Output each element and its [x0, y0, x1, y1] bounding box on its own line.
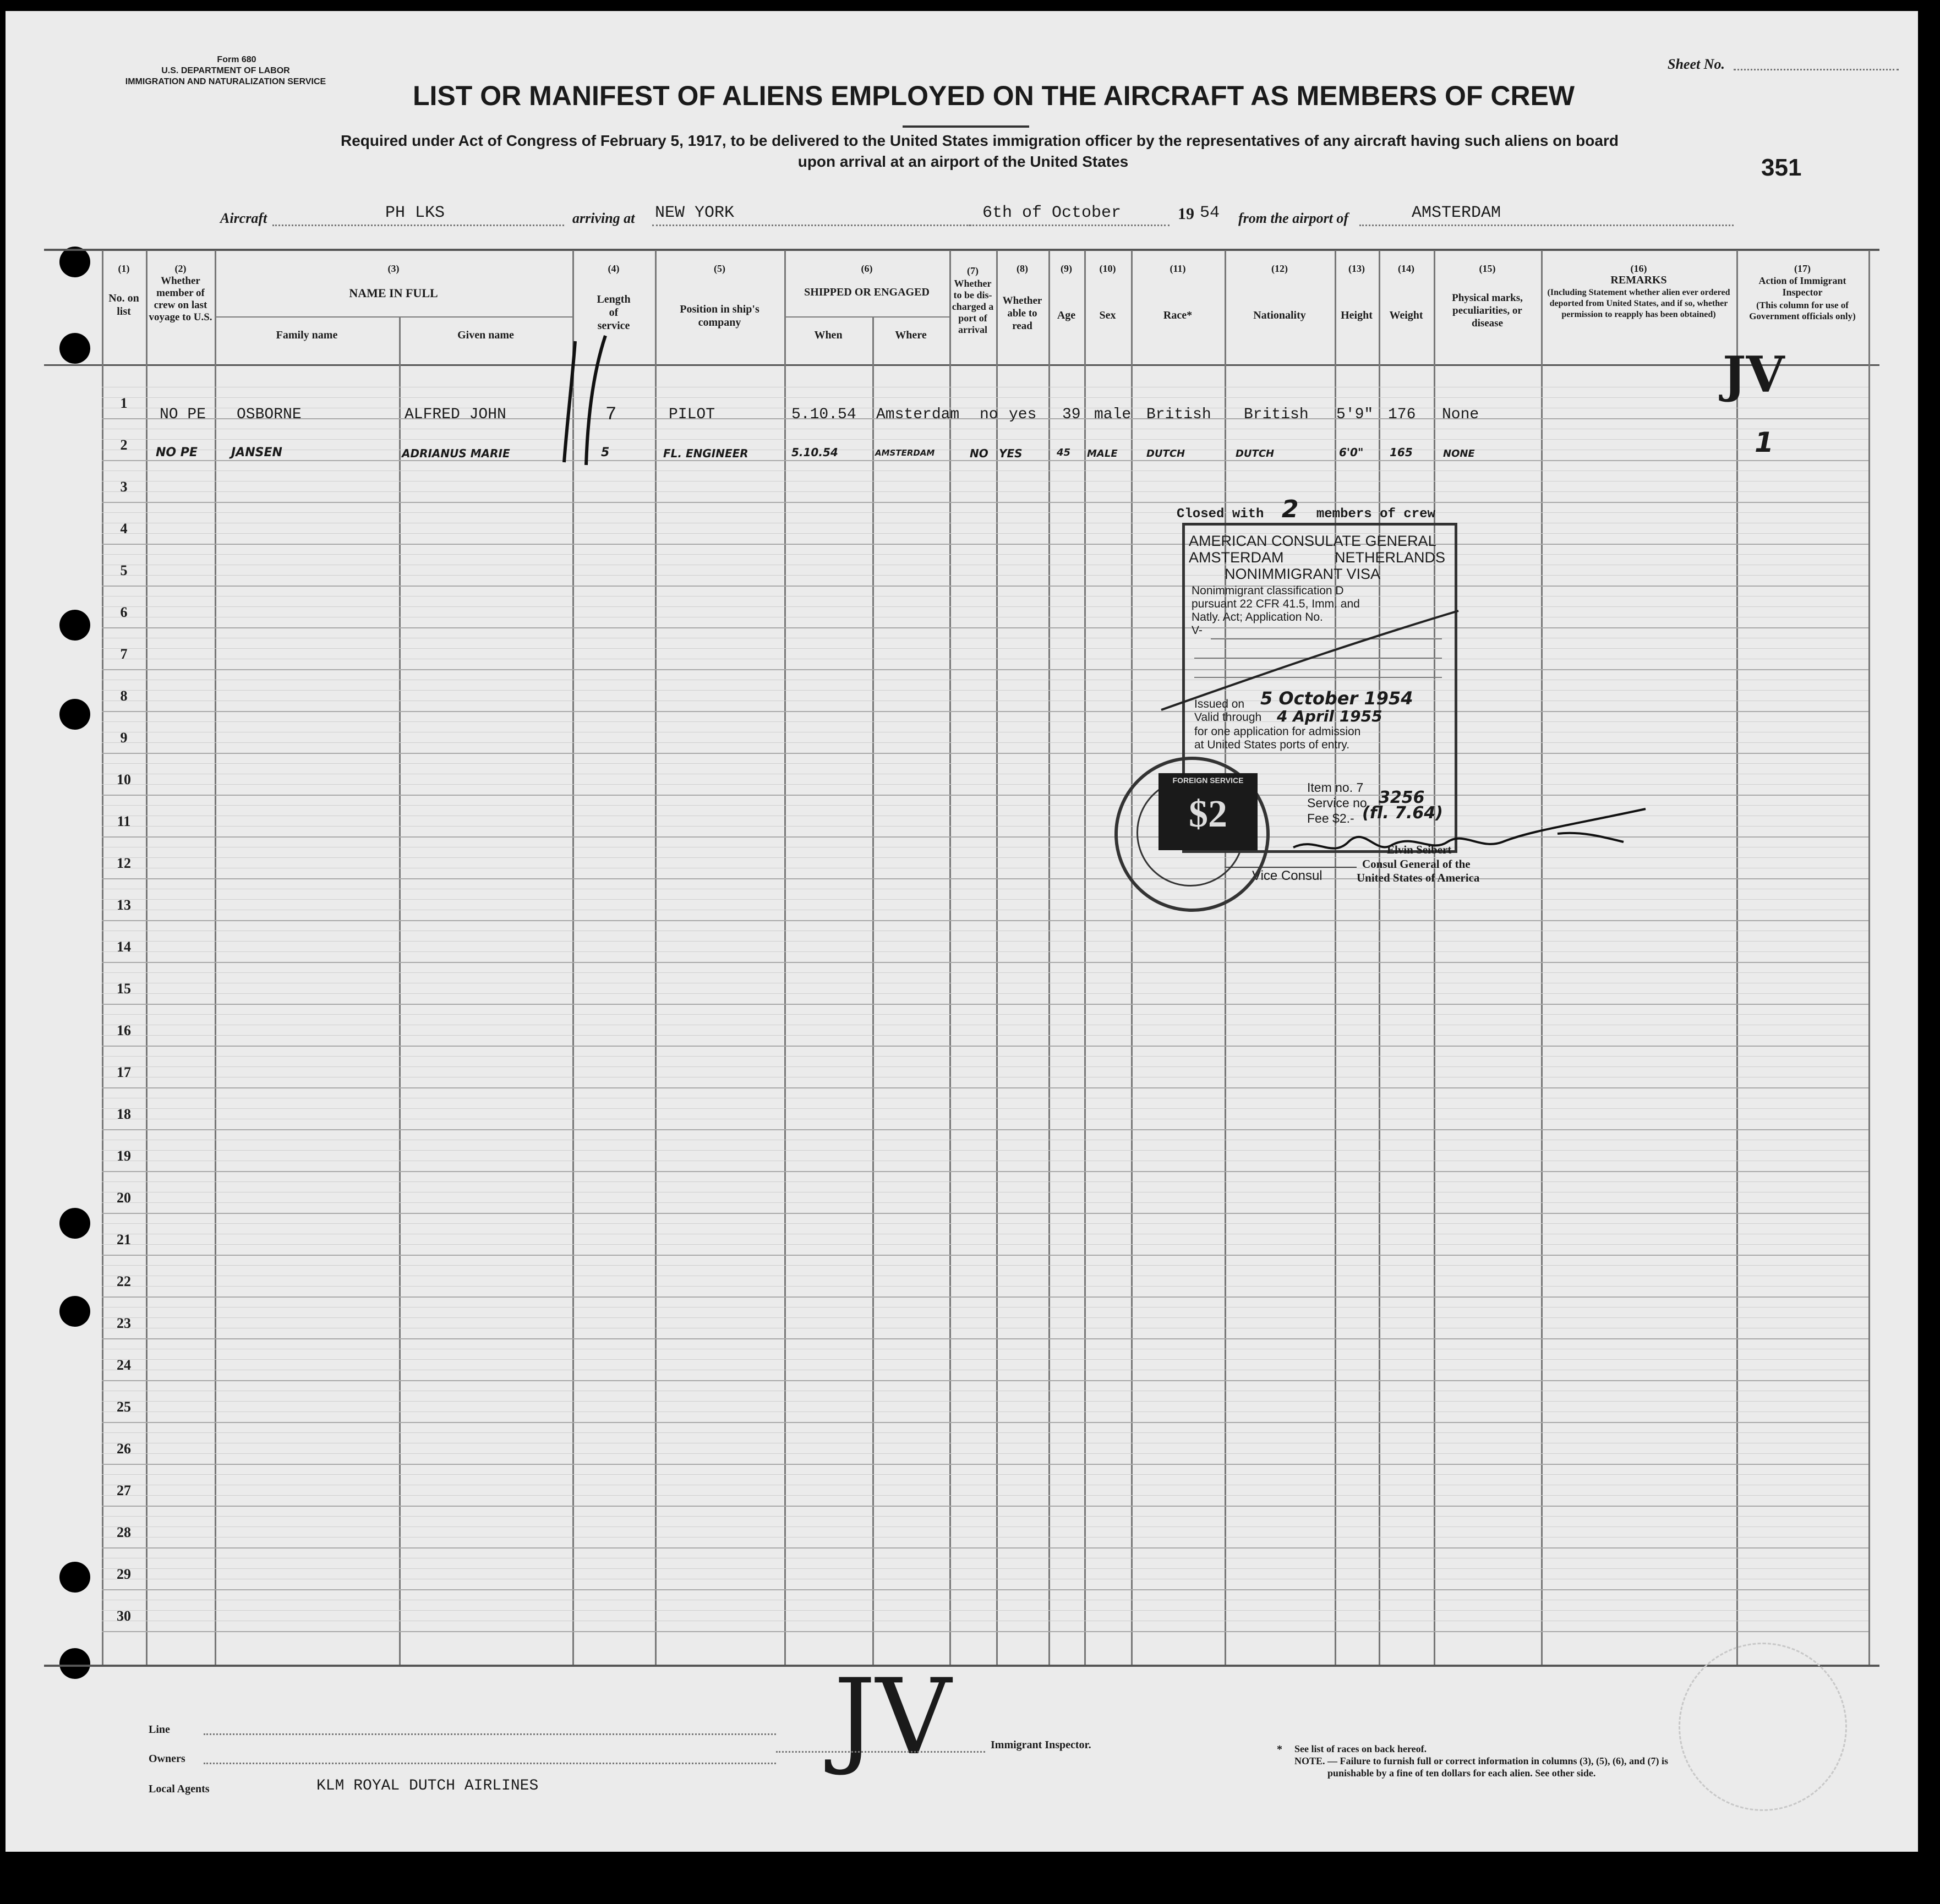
row-rule	[102, 502, 1868, 503]
row-number: 15	[117, 981, 131, 997]
row-rule	[102, 1631, 1868, 1632]
row-number: 16	[117, 1022, 131, 1038]
row-rule	[102, 1464, 1868, 1465]
row-rule-thin	[102, 1244, 1868, 1245]
column-divider	[1131, 250, 1133, 1665]
inspector-check-mark: JV	[1723, 346, 1785, 404]
row-1-family-name: OSBORNE	[237, 406, 302, 423]
row-number: 5	[120, 562, 128, 578]
punch-hole	[59, 1562, 90, 1593]
row-rule-thin	[102, 763, 1868, 764]
row-2-race: DUTCH	[1146, 448, 1185, 459]
title-rule	[903, 125, 1029, 128]
row-rule-thin	[102, 1150, 1868, 1151]
row-rule	[102, 1380, 1868, 1381]
row-rule-thin	[102, 1359, 1868, 1360]
col-7-label: Whether to be dis-charged a port of arrival	[952, 278, 994, 335]
row-number: 11	[117, 813, 131, 829]
inspector-field	[776, 1751, 985, 1753]
row-number: 25	[117, 1399, 131, 1415]
row-number: 3	[120, 479, 128, 495]
row-number: 14	[117, 939, 131, 955]
row-rule-thin	[102, 1401, 1868, 1402]
arriving-value: NEW YORK	[655, 204, 735, 222]
row-number: 26	[117, 1441, 131, 1457]
sheet-no-label: Sheet No.	[1668, 56, 1725, 72]
row-rule-thin	[102, 1495, 1868, 1496]
punch-hole	[59, 333, 90, 364]
row-rule	[102, 1129, 1868, 1130]
row-rule-thin	[102, 690, 1868, 691]
row-2-weight: 165	[1390, 446, 1413, 459]
manifest-title: LIST OR MANIFEST OF ALIENS EMPLOYED ON THE AIRCRAFT AS MEMBERS OF CREW	[413, 80, 1575, 111]
note-label: NOTE.	[1294, 1755, 1325, 1766]
visa-stamp-line1: AMERICAN CONSULATE GENERAL	[1189, 533, 1436, 549]
col-4-label: Length of service	[597, 293, 631, 332]
closed-count: 2	[1281, 495, 1299, 523]
row-rule	[102, 1338, 1868, 1339]
row-rule-thin	[102, 1108, 1868, 1109]
row-number: 22	[117, 1273, 131, 1289]
row-number: 6	[120, 604, 128, 620]
row-1-length: 7	[605, 404, 617, 425]
column-divider	[872, 318, 874, 1665]
row-number: 21	[117, 1232, 131, 1248]
row-rule	[102, 795, 1868, 796]
from-airport-value: AMSTERDAM	[1412, 204, 1501, 222]
column-divider	[1379, 250, 1380, 1665]
row-1-sex: male	[1094, 406, 1132, 423]
aircraft-value: PH LKS	[385, 204, 445, 222]
visa-fee-label: Fee $2.-	[1307, 811, 1354, 825]
punch-hole	[59, 699, 90, 730]
row-1-discharged: no	[980, 406, 998, 423]
row-2-given-name: ADRIANUS MARIE	[402, 447, 510, 460]
punch-hole	[59, 1648, 90, 1679]
row-rule-thin	[102, 1474, 1868, 1475]
from-airport-label: from the airport of	[1238, 210, 1349, 226]
col-17-num: (17)	[1794, 263, 1811, 274]
races-note: See list of races on back hereof.	[1294, 1743, 1427, 1754]
column-divider	[146, 250, 147, 1665]
column-divider	[1541, 250, 1543, 1665]
note-text-2: punishable by a fine of ten dollars for each alien. See other side.	[1327, 1768, 1596, 1779]
row-rule	[102, 878, 1868, 879]
col-6-label: SHIPPED OR ENGAGED	[804, 286, 930, 298]
column-divider	[655, 250, 657, 1665]
department-label: U.S. DEPARTMENT OF LABOR	[161, 66, 290, 75]
inspector-mark-row-2: 1	[1755, 426, 1774, 458]
row-rule-thin	[102, 1223, 1868, 1224]
col-9-label: Age	[1057, 309, 1076, 321]
consul-title-2: United States of America	[1357, 871, 1480, 884]
year-value: 54	[1200, 204, 1220, 222]
row-rule-thin	[102, 1568, 1868, 1569]
list-number: 351	[1761, 154, 1802, 181]
row-2-last-voyage: NO PE	[156, 446, 198, 459]
row-number: 8	[120, 688, 128, 704]
row-rule-thin	[102, 397, 1868, 398]
row-number: 4	[120, 521, 128, 537]
col-8-label: Whether able to read	[1002, 295, 1042, 332]
row-1-where: Amsterdam	[876, 406, 960, 423]
row-1-nationality: British	[1244, 406, 1309, 423]
col-6-num: (6)	[861, 263, 873, 274]
col-6b-label: Where	[895, 329, 927, 341]
col-17-note: (This column for use of Government officials only)	[1749, 300, 1856, 321]
visa-service-value: 3256	[1379, 788, 1425, 807]
column-divider	[1225, 250, 1226, 1665]
col-7-num: (7)	[967, 265, 979, 276]
row-rule-thin	[102, 1014, 1868, 1015]
col-3-label: NAME IN FULL	[349, 286, 438, 300]
row-rule-thin	[102, 1537, 1868, 1538]
row-rule	[102, 920, 1868, 921]
row-rule-thin	[102, 1411, 1868, 1412]
visa-issued-label: Issued on	[1194, 698, 1245, 710]
col-12-label: Nationality	[1253, 309, 1306, 321]
row-rule	[102, 962, 1868, 963]
row-1-last-voyage: NO PE	[160, 406, 206, 423]
row-1-read: yes	[1009, 406, 1037, 423]
row-number: 23	[117, 1315, 131, 1331]
owners-label: Owners	[149, 1753, 185, 1765]
closed-prefix: Closed with	[1177, 507, 1264, 522]
row-rule-thin	[102, 993, 1868, 994]
races-note-star: *	[1277, 1743, 1282, 1755]
header-bottom-border	[44, 364, 1879, 366]
visa-fee-value: (fl. 7.64)	[1362, 803, 1443, 823]
row-2-marks: NONE	[1443, 448, 1475, 459]
row-rule-thin	[102, 784, 1868, 785]
row-2-discharged: NO	[970, 447, 988, 460]
service-label: IMMIGRATION AND NATURALIZATION SERVICE	[125, 77, 326, 86]
row-2-read: YES	[999, 447, 1023, 460]
row-rule-thin	[102, 899, 1868, 900]
row-2-length: 5	[601, 446, 610, 459]
row-rule	[102, 544, 1868, 545]
row-rule	[102, 669, 1868, 670]
handwritten-stroke	[550, 330, 616, 473]
row-number: 2	[120, 437, 128, 453]
row-1-age: 39	[1062, 406, 1081, 423]
manifest-subtitle: Required under Act of Congress of February 5, 1917, to be delivered to the United States immigration officer by the representatives of any aircraft having such aliens on board	[341, 132, 1619, 149]
row-1-marks: None	[1442, 406, 1479, 423]
row-rule	[102, 1213, 1868, 1214]
consul-name: Elvin Seibert	[1387, 843, 1452, 856]
column-divider	[996, 250, 998, 1665]
row-1-weight: 176	[1388, 406, 1416, 423]
visa-stamp-line11: at United States ports of entry.	[1194, 738, 1350, 751]
col-15-num: (15)	[1479, 263, 1496, 274]
sheet-no-line	[1734, 69, 1899, 70]
row-number: 12	[117, 855, 131, 871]
col-3a-label: Family name	[276, 329, 338, 341]
date-line	[969, 225, 1170, 226]
local-agents-value: KLM ROYAL DUTCH AIRLINES	[316, 1777, 539, 1794]
bottom-inspector-initials: JV	[834, 1656, 952, 1778]
line-field	[204, 1733, 776, 1735]
row-rule-thin	[102, 596, 1868, 597]
shipped-subheader-rule	[784, 316, 949, 318]
row-rule	[102, 1046, 1868, 1047]
table-bottom-border	[44, 1665, 1879, 1667]
row-rule-thin	[102, 951, 1868, 952]
row-rule	[102, 586, 1868, 587]
row-rule	[102, 627, 1868, 628]
local-agents-label: Local Agents	[149, 1783, 210, 1795]
row-rule-thin	[102, 742, 1868, 743]
col-3-num: (3)	[387, 263, 400, 274]
col-13-num: (13)	[1348, 263, 1365, 274]
row-number: 18	[117, 1106, 131, 1122]
row-rule-thin	[102, 1265, 1868, 1266]
column-divider	[1736, 250, 1738, 1665]
row-number: 17	[117, 1064, 131, 1080]
col-13-label: Height	[1341, 309, 1373, 321]
col-16-note: (Including Statement whether alien ever ordered deported from United States, and if so, whether permission to reapply has been obtained)	[1547, 288, 1730, 319]
row-2-sex: MALE	[1087, 448, 1118, 459]
row-rule-thin	[102, 1035, 1868, 1036]
punch-hole	[59, 247, 90, 277]
row-rule	[102, 1004, 1868, 1005]
col-9-num: (9)	[1061, 263, 1072, 274]
row-2-when: 5.10.54	[791, 446, 838, 459]
row-1-given-name: ALFRED JOHN	[405, 406, 506, 423]
row-rule-thin	[102, 533, 1868, 534]
row-rule	[102, 711, 1868, 712]
row-number: 27	[117, 1482, 131, 1498]
col-4-num: (4)	[608, 263, 620, 274]
row-rule-thin	[102, 1202, 1868, 1203]
arriving-label: arriving at	[572, 210, 635, 226]
row-number: 29	[117, 1566, 131, 1582]
row-number: 19	[117, 1148, 131, 1164]
row-rule-thin	[102, 439, 1868, 440]
visa-stamp-line7: V-	[1192, 624, 1203, 637]
row-rule-thin	[102, 470, 1868, 471]
visa-stamp-line6: Natly. Act; Application No.	[1192, 611, 1323, 623]
punch-hole	[59, 1208, 90, 1239]
name-subheader-rule	[215, 316, 572, 318]
row-rule-thin	[102, 491, 1868, 492]
row-rule-thin	[102, 1056, 1868, 1057]
row-rule-thin	[102, 481, 1868, 482]
col-12-num: (12)	[1271, 263, 1288, 274]
row-rule	[102, 1296, 1868, 1298]
col-5-num: (5)	[714, 263, 725, 274]
row-rule-thin	[102, 1317, 1868, 1318]
col-5-label: Position in ship's company	[680, 303, 759, 329]
owners-field	[204, 1763, 776, 1764]
arriving-line	[652, 225, 971, 226]
row-2-where: AMSTERDAM	[875, 448, 935, 458]
column-divider	[784, 250, 786, 1665]
col-11-num: (11)	[1170, 263, 1186, 274]
column-divider	[1048, 250, 1050, 1665]
row-rule-thin	[102, 1066, 1868, 1067]
column-divider	[215, 250, 216, 1665]
row-rule	[102, 1087, 1868, 1088]
column-divider	[102, 250, 103, 1665]
row-rule-thin	[102, 972, 1868, 973]
row-1-race: British	[1146, 406, 1211, 423]
row-2-age: 45	[1057, 447, 1071, 458]
column-divider	[1335, 250, 1336, 1665]
row-2-position: FL. ENGINEER	[663, 447, 748, 460]
row-rule-thin	[102, 721, 1868, 722]
row-1-height: 5'9"	[1336, 406, 1374, 423]
column-divider	[1084, 250, 1086, 1665]
col-1-num: (1)	[118, 263, 130, 274]
note-text-1: — Failure to furnish full or correct information in columns (3), (5), (6), and (7) is	[1327, 1755, 1668, 1766]
punch-hole	[59, 610, 90, 641]
row-rule-thin	[102, 1432, 1868, 1433]
row-rule	[102, 1422, 1868, 1423]
aircraft-line	[272, 225, 564, 226]
col-10-num: (10)	[1099, 263, 1116, 274]
row-number: 24	[117, 1357, 131, 1373]
row-rule	[102, 1506, 1868, 1507]
row-rule	[102, 1255, 1868, 1256]
row-rule-thin	[102, 941, 1868, 942]
col-16-label: REMARKS	[1610, 274, 1667, 286]
visa-stamp-line2b: NETHERLANDS	[1335, 549, 1446, 566]
col-11-label: Race*	[1163, 309, 1193, 321]
form-number: Form 680	[217, 55, 256, 64]
row-rule	[102, 1171, 1868, 1172]
consul-title-1: Consul General of the	[1362, 857, 1471, 871]
row-number: 1	[120, 395, 128, 411]
row-2-nationality: DUTCH	[1236, 448, 1275, 459]
row-1-when: 5.10.54	[791, 406, 856, 423]
row-number: 7	[120, 646, 128, 662]
year-prefix: 19	[1178, 205, 1194, 223]
col-2-num: (2)	[174, 263, 187, 274]
row-rule-thin	[102, 1181, 1868, 1182]
col-14-label: Weight	[1389, 309, 1423, 321]
row-rule-thin	[102, 512, 1868, 513]
visa-valid-value: 4 April 1955	[1277, 707, 1382, 725]
col-2-label: Whether member of crew on last voyage to U.S.	[149, 275, 212, 323]
closed-suffix: members of crew	[1316, 507, 1435, 522]
row-rule-thin	[102, 648, 1868, 649]
row-rule	[102, 1547, 1868, 1549]
visa-stamp-line4: Nonimmigrant classification D	[1192, 584, 1344, 597]
column-divider	[949, 250, 951, 1665]
revenue-stamp-value: $2	[1189, 793, 1227, 835]
visa-issued-value: 5 October 1954	[1260, 688, 1413, 709]
row-number: 9	[120, 730, 128, 746]
table-top-border	[44, 249, 1879, 251]
col-1-label: No. on list	[108, 292, 139, 318]
immigrant-inspector-label: Immigrant Inspector.	[991, 1739, 1091, 1751]
line-label: Line	[149, 1724, 170, 1736]
row-2-height: 6'0"	[1339, 446, 1364, 459]
row-rule-thin	[102, 1516, 1868, 1517]
row-number: 28	[117, 1524, 131, 1540]
row-rule-thin	[102, 575, 1868, 576]
row-number: 30	[117, 1608, 131, 1624]
col-10-label: Sex	[1099, 309, 1116, 321]
visa-stamp-line5: pursuant 22 CFR 41.5, Imm. and	[1192, 598, 1360, 610]
row-rule-thin	[102, 554, 1868, 555]
col-8-num: (8)	[1017, 263, 1028, 274]
visa-valid-label: Valid through	[1194, 711, 1262, 724]
row-rule	[102, 1589, 1868, 1590]
row-rule-thin	[102, 1610, 1868, 1611]
row-1-position: PILOT	[669, 406, 715, 423]
col-16-num: (16)	[1630, 263, 1647, 274]
column-divider	[399, 318, 401, 1665]
column-divider	[1434, 250, 1435, 1665]
revenue-stamp-label: FOREIGN SERVICE	[1172, 776, 1244, 785]
col-17-label: Action of Immigrant Inspector	[1758, 275, 1846, 298]
col-15-label: Physical marks, peculiarities, or disease	[1452, 292, 1523, 329]
row-number: 10	[117, 772, 131, 787]
col-14-num: (14)	[1398, 263, 1414, 274]
vice-consul-label: Vice Consul	[1252, 868, 1323, 883]
visa-stamp-line3: NONIMMIGRANT VISA	[1225, 566, 1381, 582]
row-rule-thin	[102, 1453, 1868, 1454]
arrival-date: 6th of October	[982, 204, 1122, 222]
visa-stamp-line2a: AMSTERDAM	[1189, 549, 1284, 566]
aircraft-label: Aircraft	[220, 210, 267, 226]
row-rule	[102, 753, 1868, 754]
visa-stamp-line10: for one application for admission	[1194, 725, 1361, 738]
row-rule	[102, 460, 1868, 461]
column-divider	[1868, 250, 1870, 1665]
closed-with-text	[1177, 495, 1435, 523]
col-3b-label: Given name	[457, 329, 514, 341]
from-airport-line	[1359, 225, 1734, 226]
row-number: 13	[117, 897, 131, 913]
row-number: 20	[117, 1190, 131, 1206]
visa-item-no: Item no. 7	[1307, 780, 1364, 795]
row-2-family-name: JANSEN	[231, 446, 282, 459]
visa-service-label: Service no.	[1307, 796, 1371, 810]
col-6a-label: When	[814, 329, 843, 341]
punch-hole	[59, 1296, 90, 1327]
row-rule-thin	[102, 1286, 1868, 1287]
embossed-seal	[1679, 1643, 1847, 1811]
manifest-subtitle-2: upon arrival at an airport of the United States	[797, 153, 1129, 170]
row-rule-thin	[102, 606, 1868, 607]
